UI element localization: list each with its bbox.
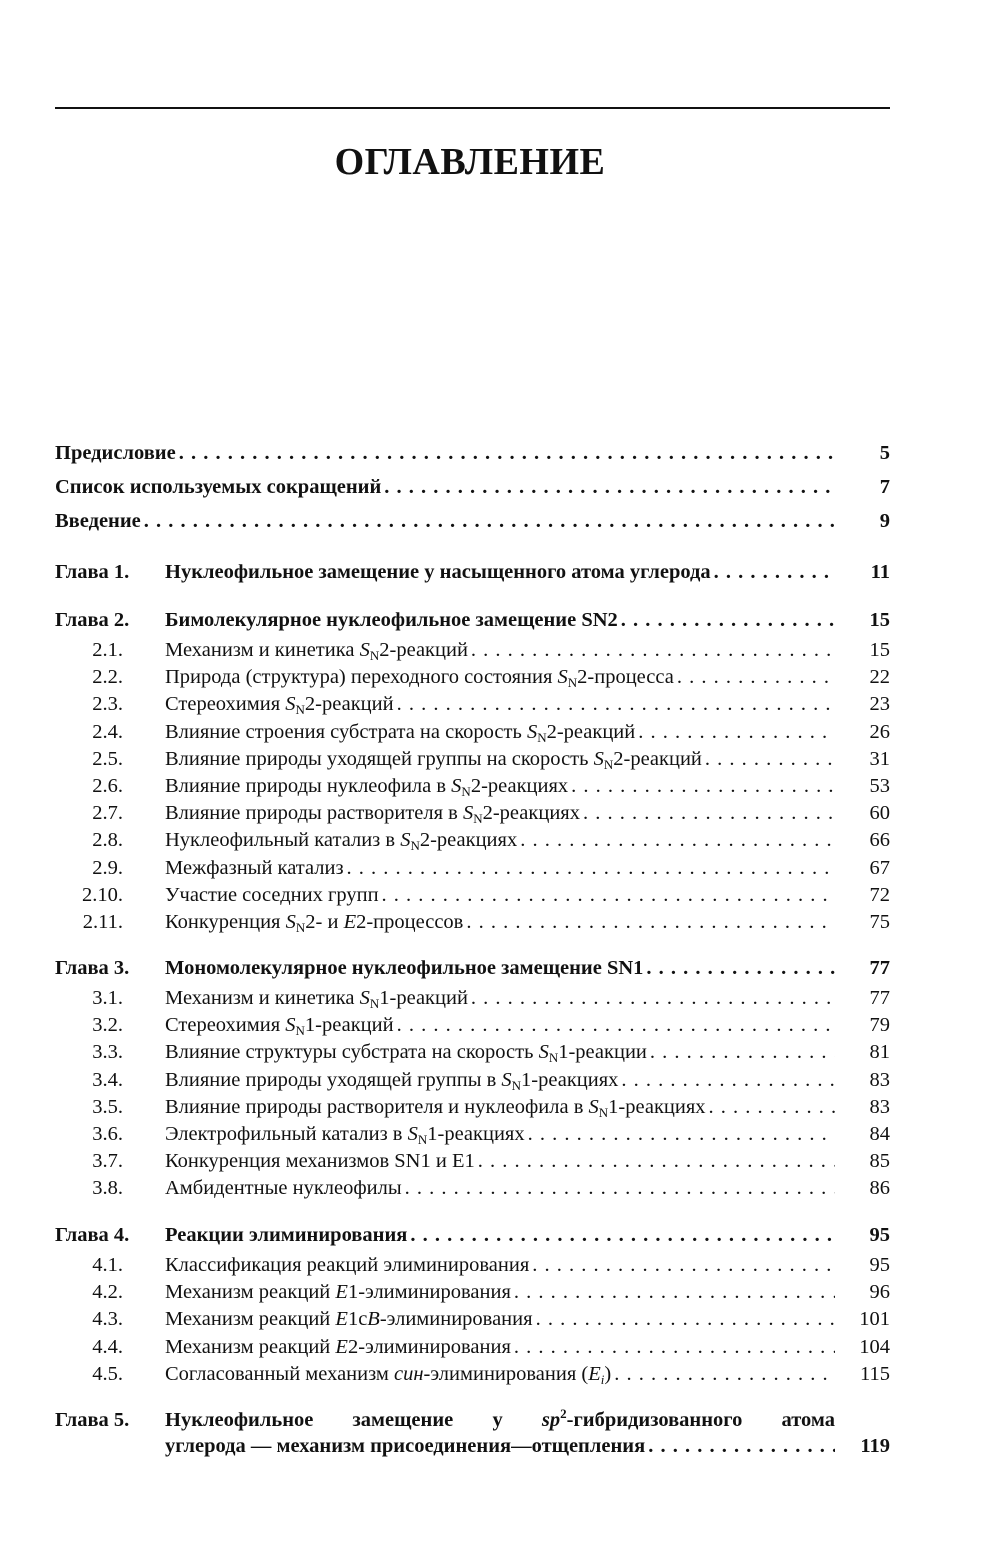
entry-title[interactable] — [165, 1252, 835, 1278]
toc-entry-section[interactable] — [55, 1361, 890, 1387]
entry-title[interactable] — [165, 882, 835, 908]
entry-title-text: Механизм реакций E1cB-элиминирования — [165, 1308, 533, 1330]
entry-title[interactable] — [165, 1067, 835, 1093]
section-number: 2.10. — [82, 884, 123, 906]
dot-leader — [536, 1306, 835, 1332]
entry-title-text: Механизм и кинетика $S_N1$-реакций — [165, 987, 468, 1011]
chapter-label: Глава 2. — [55, 609, 130, 631]
dot-leader — [621, 1067, 835, 1093]
entry-title[interactable] — [165, 1306, 835, 1332]
page-number: 77 — [869, 987, 890, 1009]
page-number: 26 — [869, 721, 890, 743]
page-number: 67 — [869, 857, 890, 879]
page-title: ОГЛАВЛЕНИЕ — [334, 141, 606, 183]
entry-title-text: Влияние строения субстрата на скорость $S_N2$-реакций — [165, 721, 636, 745]
section-number: 3.3. — [92, 1041, 123, 1063]
entry-title-text: Список используемых сокращений — [55, 476, 382, 498]
page-number: 115 — [860, 1363, 890, 1385]
dot-leader — [179, 440, 835, 466]
entry-title-line2[interactable] — [165, 1433, 835, 1459]
entry-title-text: Участие соседних групп — [165, 884, 379, 906]
dot-leader — [347, 855, 835, 881]
entry-title[interactable] — [55, 508, 835, 534]
entry-title-text: Механизм и кинетика $S_N2$-реакций — [165, 639, 468, 663]
chapter-label: Глава 1. — [55, 561, 130, 583]
entry-title[interactable] — [55, 474, 835, 500]
section-number: 2.9. — [92, 857, 123, 879]
section-number: 3.4. — [92, 1069, 123, 1091]
page-number: 22 — [869, 666, 890, 688]
page-number: 79 — [869, 1014, 890, 1036]
section-number: 3.6. — [92, 1123, 123, 1145]
entry-title-text: Амбидентные нуклеофилы — [165, 1177, 402, 1199]
page-number: 15 — [869, 639, 890, 661]
toc-entry-section[interactable] — [55, 909, 890, 935]
page-number: 66 — [869, 829, 890, 851]
section-number: 2.8. — [92, 829, 123, 851]
entry-title[interactable] — [165, 1094, 835, 1120]
entry-title-text: Влияние структуры субстрата на скорость $S_N1$-реакции — [165, 1041, 647, 1065]
entry-title-text-line2: углерода — механизм присоединения—отщепления — [165, 1435, 646, 1457]
entry-title[interactable] — [165, 1039, 835, 1065]
toc-entry-section[interactable] — [55, 1121, 890, 1147]
dot-leader — [528, 1121, 835, 1147]
dot-leader — [621, 607, 835, 633]
dot-leader — [405, 1175, 835, 1201]
page-number: 95 — [869, 1224, 890, 1246]
entry-title[interactable] — [165, 1407, 835, 1433]
entry-title[interactable] — [165, 855, 835, 881]
entry-title[interactable] — [165, 1222, 835, 1248]
toc-entry-section[interactable] — [55, 1094, 890, 1120]
page-number: 84 — [869, 1123, 890, 1145]
page-number: 81 — [869, 1041, 890, 1063]
toc-entry-section[interactable] — [55, 1252, 890, 1278]
toc-entry-front[interactable] — [55, 440, 890, 466]
entry-title-text: Влияние природы уходящей группы на скорость $S_N2$-реакций — [165, 748, 702, 772]
entry-title-text: Влияние природы растворителя и нуклеофила в $S_N1$-реакциях — [165, 1096, 706, 1120]
toc-entry-section[interactable] — [55, 664, 890, 690]
toc-entry-section[interactable] — [55, 1279, 890, 1305]
entry-title-text: Механизм реакций E2-элиминирования — [165, 1336, 511, 1358]
toc-entry-section[interactable] — [55, 1067, 890, 1093]
dot-leader — [650, 1039, 835, 1065]
toc-entry-front[interactable] — [55, 474, 890, 500]
dot-leader — [583, 800, 835, 826]
entry-title-text: Реакции элиминирования — [165, 1224, 408, 1246]
dot-leader — [520, 827, 835, 853]
toc-entry-chapter[interactable] — [55, 559, 890, 585]
page-number: 77 — [869, 957, 890, 979]
section-number: 4.3. — [92, 1308, 123, 1330]
section-number: 4.5. — [92, 1363, 123, 1385]
toc-entry-section[interactable] — [55, 1039, 890, 1065]
entry-title[interactable] — [165, 1121, 835, 1147]
toc-entry-chapter[interactable] — [55, 607, 890, 633]
page-number: 5 — [879, 442, 890, 464]
page-number: 119 — [860, 1435, 890, 1457]
section-number: 3.8. — [92, 1177, 123, 1199]
entry-title-text: Нуклеофильный катализ в $S_N2$-реакциях — [165, 829, 518, 853]
entry-title[interactable] — [165, 800, 835, 826]
section-number: 3.1. — [92, 987, 123, 1009]
top-rule — [55, 107, 890, 109]
page-number: 72 — [869, 884, 890, 906]
dot-leader — [514, 1279, 835, 1305]
entry-title-text: Электрофильный катализ в $S_N1$-реакциях — [165, 1123, 525, 1147]
entry-title-text: Введение — [55, 510, 141, 532]
toc-entry-section[interactable] — [55, 1012, 890, 1038]
entry-title[interactable] — [165, 746, 835, 772]
section-number: 2.1. — [92, 639, 123, 661]
entry-title[interactable] — [165, 1148, 835, 1174]
section-number: 4.1. — [92, 1254, 123, 1276]
dot-leader — [471, 985, 835, 1011]
dot-leader — [677, 664, 835, 690]
section-number: 4.4. — [92, 1336, 123, 1358]
entry-title[interactable] — [165, 1279, 835, 1305]
entry-title-text: Нуклеофильное замещение у $sp^2$-гибридизованного атома — [165, 1406, 835, 1431]
section-number: 2.2. — [92, 666, 123, 688]
toc-entry-section[interactable] — [55, 882, 890, 908]
dot-leader — [514, 1334, 835, 1360]
dot-leader — [646, 955, 835, 981]
entry-title[interactable] — [165, 691, 835, 717]
page-number: 7 — [879, 476, 890, 498]
page-number: 95 — [869, 1254, 890, 1276]
page-number: 101 — [859, 1308, 890, 1330]
entry-title-text: Нуклеофильное замещение у насыщенного атома углерода — [165, 561, 711, 583]
section-number: 2.4. — [92, 721, 123, 743]
chapter-label: Глава 5. — [55, 1409, 130, 1431]
dot-leader — [638, 719, 835, 745]
section-number: 2.6. — [92, 775, 123, 797]
chapter-label: Глава 3. — [55, 957, 130, 979]
dot-leader — [478, 1148, 835, 1174]
section-number: 4.2. — [92, 1281, 123, 1303]
entry-title[interactable] — [165, 1175, 835, 1201]
section-number: 2.7. — [92, 802, 123, 824]
dot-leader — [397, 691, 835, 717]
toc-entry-section[interactable] — [55, 827, 890, 853]
section-number: 3.5. — [92, 1096, 123, 1118]
toc-entry-chapter[interactable] — [55, 955, 890, 981]
entry-title-text: Конкуренция $S_N2-$ и E2-процессов — [165, 911, 464, 935]
dot-leader — [571, 773, 835, 799]
toc-entry-section[interactable] — [55, 1148, 890, 1174]
entry-title[interactable] — [165, 637, 835, 663]
toc-entry-front[interactable] — [55, 508, 890, 534]
entry-title[interactable] — [55, 440, 835, 466]
page-number: 60 — [869, 802, 890, 824]
page-number: 31 — [869, 748, 890, 770]
section-number: 3.7. — [92, 1150, 123, 1172]
toc-entry-chapter[interactable] — [55, 1407, 890, 1459]
toc-entry-section[interactable] — [55, 637, 890, 663]
dot-leader — [382, 882, 835, 908]
dot-leader — [714, 559, 835, 585]
section-number: 2.3. — [92, 693, 123, 715]
entry-title-text: Стереохимия $S_N1$-реакций — [165, 1014, 394, 1038]
page-number: 23 — [869, 693, 890, 715]
entry-title-text: Влияние природы растворителя в $S_N2$-реакциях — [165, 802, 580, 826]
toc-entry-section[interactable] — [55, 1175, 890, 1201]
chapter-label: Глава 4. — [55, 1224, 130, 1246]
entry-title-text: Мономолекулярное нуклеофильное замещение SN1 — [165, 957, 644, 979]
dot-leader — [466, 909, 835, 935]
page-number: 86 — [869, 1177, 890, 1199]
toc-entry-section[interactable] — [55, 855, 890, 881]
dot-leader — [144, 508, 835, 534]
dot-leader — [648, 1433, 835, 1459]
page-number: 75 — [869, 911, 890, 933]
toc-entry-section[interactable] — [55, 746, 890, 772]
toc-entry-section[interactable] — [55, 800, 890, 826]
entry-title-text: Бимолекулярное нуклеофильное замещение SN2 — [165, 609, 618, 631]
dot-leader — [384, 474, 835, 500]
page-number: 53 — [869, 775, 890, 797]
toc-entry-section[interactable] — [55, 1334, 890, 1360]
entry-title-text: Межфазный катализ — [165, 857, 344, 879]
toc-entry-chapter[interactable] — [55, 1222, 890, 1248]
entry-title[interactable] — [165, 607, 835, 633]
page-number: 83 — [869, 1096, 890, 1118]
entry-title[interactable] — [165, 985, 835, 1011]
section-number: 2.5. — [92, 748, 123, 770]
entry-title[interactable] — [165, 1361, 835, 1387]
dot-leader — [614, 1361, 835, 1387]
section-number: 3.2. — [92, 1014, 123, 1036]
entry-title[interactable] — [165, 909, 835, 935]
page-number: 104 — [859, 1336, 890, 1358]
page-number: 15 — [869, 609, 890, 631]
page-number: 11 — [870, 561, 890, 583]
toc-entry-section[interactable] — [55, 1306, 890, 1332]
page-number: 96 — [869, 1281, 890, 1303]
dot-leader — [709, 1094, 835, 1120]
page-number: 9 — [879, 510, 890, 532]
page-number: 83 — [869, 1069, 890, 1091]
entry-title-text: Влияние природы нуклеофила в $S_N2$-реакциях — [165, 775, 569, 799]
entry-title[interactable] — [165, 1012, 835, 1038]
dot-leader — [471, 637, 835, 663]
toc-entry-section[interactable] — [55, 719, 890, 745]
dot-leader — [705, 746, 835, 772]
dot-leader — [532, 1252, 835, 1278]
entry-title[interactable] — [165, 827, 835, 853]
toc-entry-section[interactable] — [55, 985, 890, 1011]
entry-title-text: Влияние природы уходящей группы в $S_N1$-реакциях — [165, 1069, 619, 1093]
page-number: 85 — [869, 1150, 890, 1172]
entry-title[interactable] — [165, 719, 835, 745]
entry-title-text: Конкуренция механизмов SN1 и E1 — [165, 1150, 475, 1172]
dot-leader — [410, 1222, 835, 1248]
entry-title[interactable] — [165, 955, 835, 981]
entry-title-text: Стереохимия $S_N2$-реакций — [165, 693, 394, 717]
entry-title[interactable] — [165, 1334, 835, 1360]
entry-title[interactable] — [165, 559, 835, 585]
entry-title-text: Природа (структура) переходного состояния $S_N2$-процесса — [165, 666, 674, 690]
entry-title[interactable] — [165, 773, 835, 799]
entry-title[interactable] — [165, 664, 835, 690]
toc-entry-section[interactable] — [55, 691, 890, 717]
toc-entry-section[interactable] — [55, 773, 890, 799]
section-number: 2.11. — [82, 911, 123, 933]
entry-title-text: Механизм реакций E1-элиминирования — [165, 1281, 511, 1303]
dot-leader — [397, 1012, 835, 1038]
entry-title-text: Согласованный механизм син-элиминирования $(E_i)$ — [165, 1363, 612, 1387]
entry-title-text: Классификация реакций элиминирования — [165, 1254, 530, 1276]
entry-title-text: Предисловие — [55, 442, 176, 464]
